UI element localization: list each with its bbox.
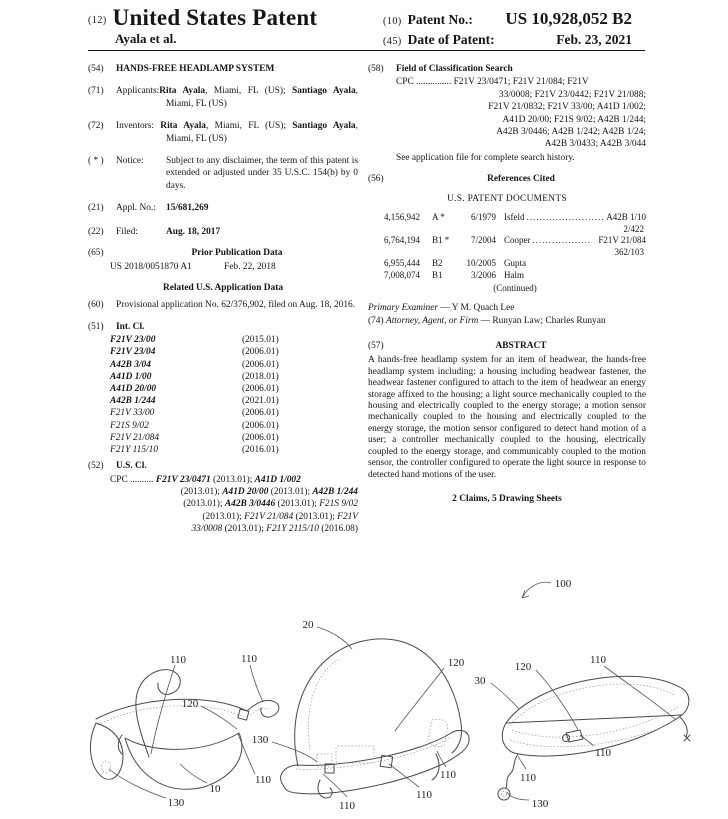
section-22-code: (22) <box>88 226 104 237</box>
provisional-text: Provisional application No. 62/376,902, filed on Aug. 18, 2016. <box>116 300 356 311</box>
cpc-line: A41D 20/00; F21S 9/02; A42B 1/244; <box>502 114 646 125</box>
int-cl-title: Int. Cl. <box>116 321 145 332</box>
patent-no-value: US 10,928,052 B2 <box>505 9 632 28</box>
section-60-code: (60) <box>88 300 104 311</box>
cpc-line: (2013.01); A41D 20/00 (2013.01); A42B 1/244 <box>180 486 358 497</box>
int-cl-list <box>110 334 358 456</box>
figure-ref-label: 130 <box>167 797 185 809</box>
figure-ref-label: 110 <box>240 653 258 665</box>
ref-number: 6,764,194 <box>384 235 420 246</box>
ref-date: 10/2005 <box>466 258 496 269</box>
filed-label: Filed: <box>116 226 138 237</box>
ref-class: F21V 21/084 <box>598 235 646 246</box>
figure-ref-label: 110 <box>169 654 187 666</box>
figure-ref-label: 130 <box>531 798 549 810</box>
references-continued: (Continued) <box>493 282 537 293</box>
left-column <box>88 63 358 546</box>
cpc-line: F21V 21/0832; F21V 33/00; A41D 1/002; <box>488 102 646 113</box>
int-cl-date: (2015.01) <box>242 335 279 346</box>
section-65-code: (65) <box>88 248 104 259</box>
int-cl-code: A42B 1/244 <box>110 396 156 407</box>
glasses-drawing <box>90 653 278 809</box>
figure-ref-label: 120 <box>514 661 532 673</box>
claims-line: 2 Claims, 5 Drawing Sheets <box>452 493 562 504</box>
cpc-line: A42B 3/0433; A42B 3/044 <box>544 139 646 150</box>
ref-name: Isfeld <box>504 212 525 223</box>
field-of-search-title: Field of Classification Search <box>396 64 513 74</box>
ref-kind: B2 <box>432 258 443 269</box>
references-cited-title: References Cited <box>487 174 555 185</box>
reference-row <box>384 270 646 282</box>
field-code-12: (12) <box>88 15 107 26</box>
ref-class-continued: 362/103 <box>614 246 644 257</box>
int-cl-date: (2006.01) <box>242 408 279 419</box>
patent-no-label: Patent No.: <box>407 12 473 27</box>
section-22-filed <box>88 226 358 238</box>
int-cl-code: F21S 9/02 <box>110 420 149 431</box>
figure-ref-label: 110 <box>254 774 272 786</box>
cpc-line: (2013.01); F21V 21/084 (2013.01); F21V <box>202 511 358 522</box>
cpc-line: (2013.01); A42B 3/0446 (2013.01); F21S 9/02 <box>183 499 358 510</box>
applicants-text: Applicants:Rita Ayala, Miami, FL (US); Santiago Ayala, Miami, FL (US) <box>116 86 358 109</box>
section-51-int-cl <box>88 321 358 456</box>
section-54-code: (54) <box>88 64 104 74</box>
section-notice <box>88 155 358 192</box>
field-of-search-cpc <box>396 76 646 150</box>
header-rule <box>88 50 645 51</box>
right-column <box>368 63 646 505</box>
headband-drawing <box>475 654 691 810</box>
cpc-line: CPC .......... F21V 23/0471 (2013.01); A41D 1/002 <box>110 474 301 485</box>
int-cl-date: (2006.01) <box>242 383 279 394</box>
section-57-abstract <box>368 340 646 352</box>
figure-ref-100 <box>522 578 572 598</box>
section-71-code: (71) <box>88 86 104 97</box>
publication-date: Feb. 22, 2018 <box>224 262 276 273</box>
ref-class: A42B 1/10 <box>606 212 646 223</box>
attorney-line: (74) Attorney, Agent, or Firm — Runyan Law; Charles Runyan <box>368 315 606 326</box>
figure-ref-label: 120 <box>181 698 199 710</box>
abstract-text: A hands-free headlamp system for an item of headwear, the hands-free headlamp system including: a housing including headwear fastener, the headwear fastener configured to attach to the item of headwear an energy storage affixed to the housing; a light source mechanically coupled to the housing and electrically coupled to the energy storage; a motion sensor mechanically coupled to the housing and electrically coupled to the energy storage, the motion sensor configured to detect hand motion of a user; a controller mechanically coupled to the housing, electrically coupled to the energy storage, and communicably coupled to the motion sensor, the controller configured to operate the light source in response to detected hand motions of the user. <box>368 355 646 480</box>
figure-ref-label: 20 <box>302 619 314 631</box>
int-cl-date: (2006.01) <box>242 432 279 443</box>
ref-dots: .................. <box>532 235 591 246</box>
patent-date-value: Feb. 23, 2021 <box>556 32 632 47</box>
cpc-line: 33/0008; F21V 23/0442; F21V 21/088; <box>498 89 646 100</box>
figure-ref-label: 110 <box>594 747 612 759</box>
document-title: United States Patent <box>112 5 318 30</box>
inventors-text: Inventors: Rita Ayala, Miami, FL (US); Santiago Ayala, Miami, FL (US) <box>116 121 358 144</box>
section-71-applicants <box>88 85 358 110</box>
figure-ref-label: 110 <box>338 800 356 812</box>
search-history-note: See application file for complete search history. <box>396 152 575 163</box>
figure-ref-label: 110 <box>439 769 457 781</box>
ref-kind: B1 * <box>432 235 450 246</box>
figure-ref-label: 110 <box>415 789 433 801</box>
hardhat-drawing <box>252 619 469 812</box>
filed-value: Aug. 18, 2017 <box>166 226 221 237</box>
cpc-line: 33/0008 (2013.01); F21Y 2115/10 (2016.08) <box>191 524 358 535</box>
patent-date-label: Date of Patent: <box>407 32 495 47</box>
int-cl-date: (2006.01) <box>242 347 279 358</box>
section-57-code: (57) <box>368 341 384 352</box>
field-code-10: (10) <box>383 16 402 27</box>
header-left <box>88 6 317 47</box>
figure-ref-label: 130 <box>251 734 269 746</box>
figure-ref-label: 30 <box>474 675 486 687</box>
int-cl-date: (2018.01) <box>242 371 279 382</box>
notice-text: Subject to any disclaimer, the term of this patent is extended or adjusted under 35 U.S.C. 154(b) by 0 days. <box>166 156 358 191</box>
invention-title: HANDS-FREE HEADLAMP SYSTEM <box>116 64 275 74</box>
section-51-code: (51) <box>88 321 104 332</box>
section-58-code: (58) <box>368 64 384 74</box>
appl-no-value: 15/681,269 <box>166 203 209 214</box>
cpc-line: CPC ............... F21V 23/0471; F21V 21/084; F21V <box>396 77 589 88</box>
primary-examiner-line: Primary Examiner — Y M. Quach Lee <box>368 303 515 314</box>
int-cl-code: F21V 23/00 <box>110 335 156 346</box>
appl-no-label: Appl. No.: <box>116 203 156 214</box>
int-cl-code: A42B 3/04 <box>110 359 151 370</box>
reference-row <box>384 212 646 224</box>
notice-code: ( * ) <box>88 156 104 167</box>
figure-ref-label: 120 <box>447 657 465 669</box>
us-cl-title: U.S. Cl. <box>116 461 147 472</box>
section-72-code: (72) <box>88 121 104 132</box>
ref-date: 7/2004 <box>470 235 496 246</box>
ref-kind: B1 <box>432 270 443 281</box>
us-cl-cpc-block <box>110 474 358 536</box>
int-cl-date: (2016.01) <box>242 444 279 455</box>
ref-name: Gupta <box>504 258 526 269</box>
ref-number: 6,955,444 <box>384 258 420 269</box>
ref-name: Cooper <box>504 235 531 246</box>
section-56-references <box>368 173 646 294</box>
field-code-45: (45) <box>383 36 402 47</box>
ref-class-continued: 2/422 <box>623 223 644 234</box>
section-21-appl-no <box>88 202 358 214</box>
figure-ref-label: 110 <box>519 772 537 784</box>
inventor-shortname: Ayala et al. <box>115 31 177 46</box>
section-52-code: (52) <box>88 461 104 472</box>
header-right <box>383 9 632 51</box>
section-54 <box>88 63 358 75</box>
cpc-line: A42B 3/0446; A42B 1/242; A42B 1/24; <box>496 127 646 138</box>
patent-figure <box>0 570 728 819</box>
section-72-inventors <box>88 120 358 145</box>
abstract-title: ABSTRACT <box>495 341 547 352</box>
int-cl-code: F21V 33/00 <box>110 408 155 419</box>
int-cl-code: A41D 1/00 <box>110 371 152 382</box>
related-application-title: Related U.S. Application Data <box>162 282 284 293</box>
int-cl-code: F21Y 115/10 <box>110 444 159 455</box>
ref-dots: ........................ <box>526 212 605 223</box>
ref-number: 7,008,074 <box>384 270 420 281</box>
prior-publication-title: Prior Publication Data <box>191 248 283 259</box>
int-cl-code: F21V 21/084 <box>110 432 160 443</box>
section-56-code: (56) <box>368 174 384 185</box>
figure-ref-label: 10 <box>209 783 221 795</box>
int-cl-code: A41D 20/00 <box>110 383 157 394</box>
section-52-us-cl <box>88 460 358 535</box>
int-cl-code: F21V 23/04 <box>110 347 156 358</box>
reference-list <box>384 212 646 294</box>
ref-date: 3/2006 <box>470 270 496 281</box>
publication-number: US 2018/0051870 A1 <box>110 262 192 273</box>
ref-date: 6/1979 <box>470 212 496 223</box>
section-60-provisional <box>88 299 358 311</box>
ref-name: Halm <box>504 270 524 281</box>
int-cl-date: (2006.01) <box>242 359 279 370</box>
figure-ref-label: 110 <box>589 654 607 666</box>
notice-label: Notice: <box>116 156 144 167</box>
figure-ref-label: 100 <box>554 578 572 590</box>
reference-row <box>384 258 646 270</box>
int-cl-date: (2021.01) <box>242 396 279 407</box>
ref-kind: A * <box>432 212 445 223</box>
section-58-field-of-search <box>368 63 646 164</box>
ref-number: 4,156,942 <box>384 212 420 223</box>
section-65-prior-publication <box>88 247 358 274</box>
section-21-code: (21) <box>88 203 104 214</box>
us-patent-documents-subtitle: U.S. PATENT DOCUMENTS <box>447 193 567 204</box>
int-cl-date: (2006.01) <box>242 420 279 431</box>
reference-row <box>384 235 646 247</box>
